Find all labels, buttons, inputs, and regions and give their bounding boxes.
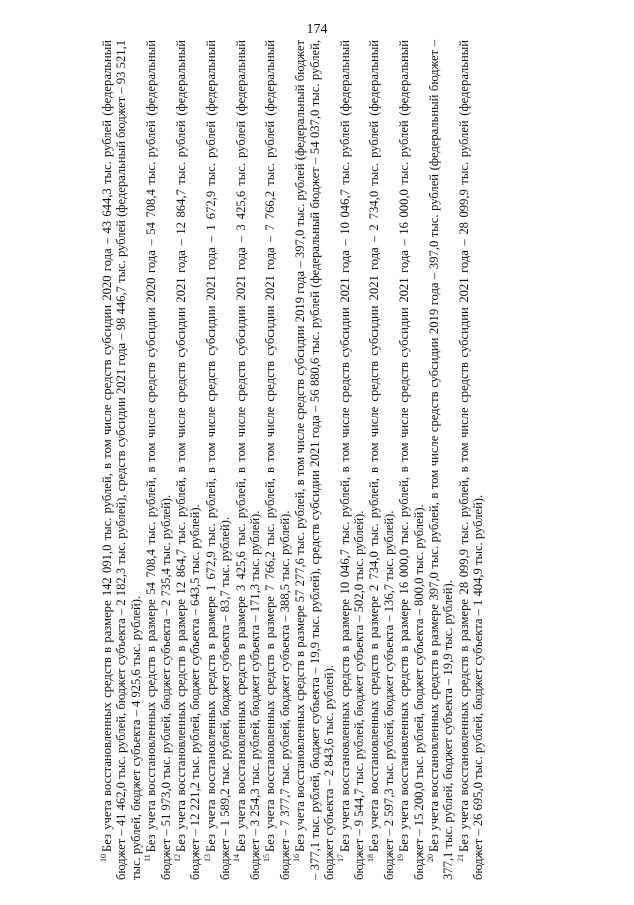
footnote-number: 16 <box>292 854 302 862</box>
footnote-number: 17 <box>336 854 346 862</box>
footnote <box>204 40 233 880</box>
footnote <box>367 40 396 880</box>
footnote-number: 13 <box>202 854 212 862</box>
page-number: 174 <box>306 22 328 37</box>
footnote-number: 12 <box>172 854 182 862</box>
footnote-number: 14 <box>232 854 242 862</box>
footnote-text: Без учета восстановленных средств в размере 57 277,6 тыс. рублей, в том числе средств субсидии 2019 года – 397,0 тыс. рублей (федеральный бюджет – 377,1 тыс. рублей, бюджет субъекта – 19,9 тыс. рублей), средств субсидии 2021 года – 56 880,6 тыс. рублей (федеральный бюджет – 54 037,0 тыс. рублей, бюджет субъекта – 2 843,6 тыс. рублей). <box>293 40 337 880</box>
footnote <box>427 40 456 880</box>
footnote-text: Без учета восстановленных средств в размере 12 864,7 тыс. рублей, в том числе средств субсидии 2021 года – 12 864,7 тыс. рублей (федеральный бюджет – 12 221,2 тыс. рублей, бюджет субъекта – 643,5 тыс. рублей). <box>174 40 203 880</box>
footnote-number: 19 <box>395 854 405 862</box>
footnote <box>397 40 426 880</box>
footnote-number: 18 <box>366 854 376 862</box>
footnote-number: 11 <box>143 854 153 862</box>
footnote-text: Без учета восстановленных средств в размере 142 091,0 тыс. рублей, в том числе средств субсидии 2020 года – 43 644,3 тыс. рублей (федеральный бюджет – 41 462,0 тыс. рублей, бюджет субъекта – 2 182,3 тыс. рублей), средств субсидии 2021 года – 98 446,7 тыс. рублей (федеральный бюджет – 93 521,1 тыс. рублей, бюджет субъекта – 4 925,6 тыс. рублей). <box>100 40 143 880</box>
footnote <box>100 40 143 880</box>
footnote-text: Без учета восстановленных средств в размере 10 046,7 тыс. рублей, в том числе средств субсидии 2021 года – 10 046,7 тыс. рублей (федеральный бюджет – 9 544,7 тыс. рублей, бюджет субъекта – 502,0 тыс. рублей). <box>337 40 366 880</box>
footnote-number: 21 <box>455 854 465 862</box>
footnote <box>263 40 292 880</box>
footnote-text: Без учета восстановленных средств в размере 1 672,9 тыс. рублей, в том числе средств субсидии 2021 года – 1 672,9 тыс. рублей (федеральный бюджет – 1 589,2 тыс. рублей, бюджет субъекта – 83,7 тыс. рублей). <box>203 40 233 880</box>
footnote <box>144 40 173 880</box>
footnote <box>293 40 336 880</box>
footnote <box>174 40 203 880</box>
footnote-text: Без учета восстановленных средств в размере 397,0 тыс. рублей, в том числе средств субсидии 2019 года – 397,0 тыс. рублей (федеральный бюджет – 377,1 тыс. рублей, бюджет субъекта – 19,9 тыс. рублей). <box>426 40 456 880</box>
footnote-text: Без учета восстановленных средств в размере 16 000,0 тыс. рублей, в том числе средств субсидии 2021 года – 16 000,0 тыс. рублей (федеральный бюджет – 15 200,0 тыс. рублей, бюджет субъекта – 800,0 тыс. рублей). <box>397 40 426 880</box>
footnote-text: Без учета восстановленных средств в размере 3 425,6 тыс. рублей, в том числе средств субсидии 2021 года – 3 425,6 тыс. рублей (федеральный бюджет – 3 254,3 тыс. рублей, бюджет субъекта – 171,3 тыс. рублей). <box>233 40 263 880</box>
footnote <box>234 40 263 880</box>
footnote-number: 20 <box>425 854 435 862</box>
footnotes-block <box>100 40 487 880</box>
footnote-text: Без учета восстановленных средств в размере 54 708,4 тыс. рублей, в том числе средств субсидии 2020 года – 54 708,4 тыс. рублей (федеральный бюджет – 51 973,0 тыс. рублей, бюджет субъекта – 2 735,4 тыс. рублей). <box>144 40 173 880</box>
footnote-text: Без учета восстановленных средств в размере 7 766,2 тыс. рублей, в том числе средств субсидии 2021 года – 7 766,2 тыс. рублей (федеральный бюджет – 7 377,7 тыс. рублей, бюджет субъекта – 388,5 тыс. рублей). <box>263 40 292 880</box>
footnote-number: 10 <box>98 854 108 862</box>
footnote-text: Без учета восстановленных средств в размере 2 734,0 тыс. рублей, в том числе средств субсидии 2021 года – 2 734,0 тыс. рублей (федеральный бюджет – 2 597,3 тыс. рублей, бюджет субъекта – 136,7 тыс. рублей). <box>367 40 396 880</box>
footnote <box>457 40 486 880</box>
footnote-text: Без учета восстановленных средств в размере 28 099,9 тыс. рублей, в том числе средств субсидии 2021 года – 28 099,9 тыс. рублей (федеральный бюджет – 26 695,0 тыс. рублей, бюджет субъекта – 1 404,9 тыс. рублей). <box>456 40 486 880</box>
footnote-number: 15 <box>262 854 272 862</box>
footnote <box>338 40 367 880</box>
